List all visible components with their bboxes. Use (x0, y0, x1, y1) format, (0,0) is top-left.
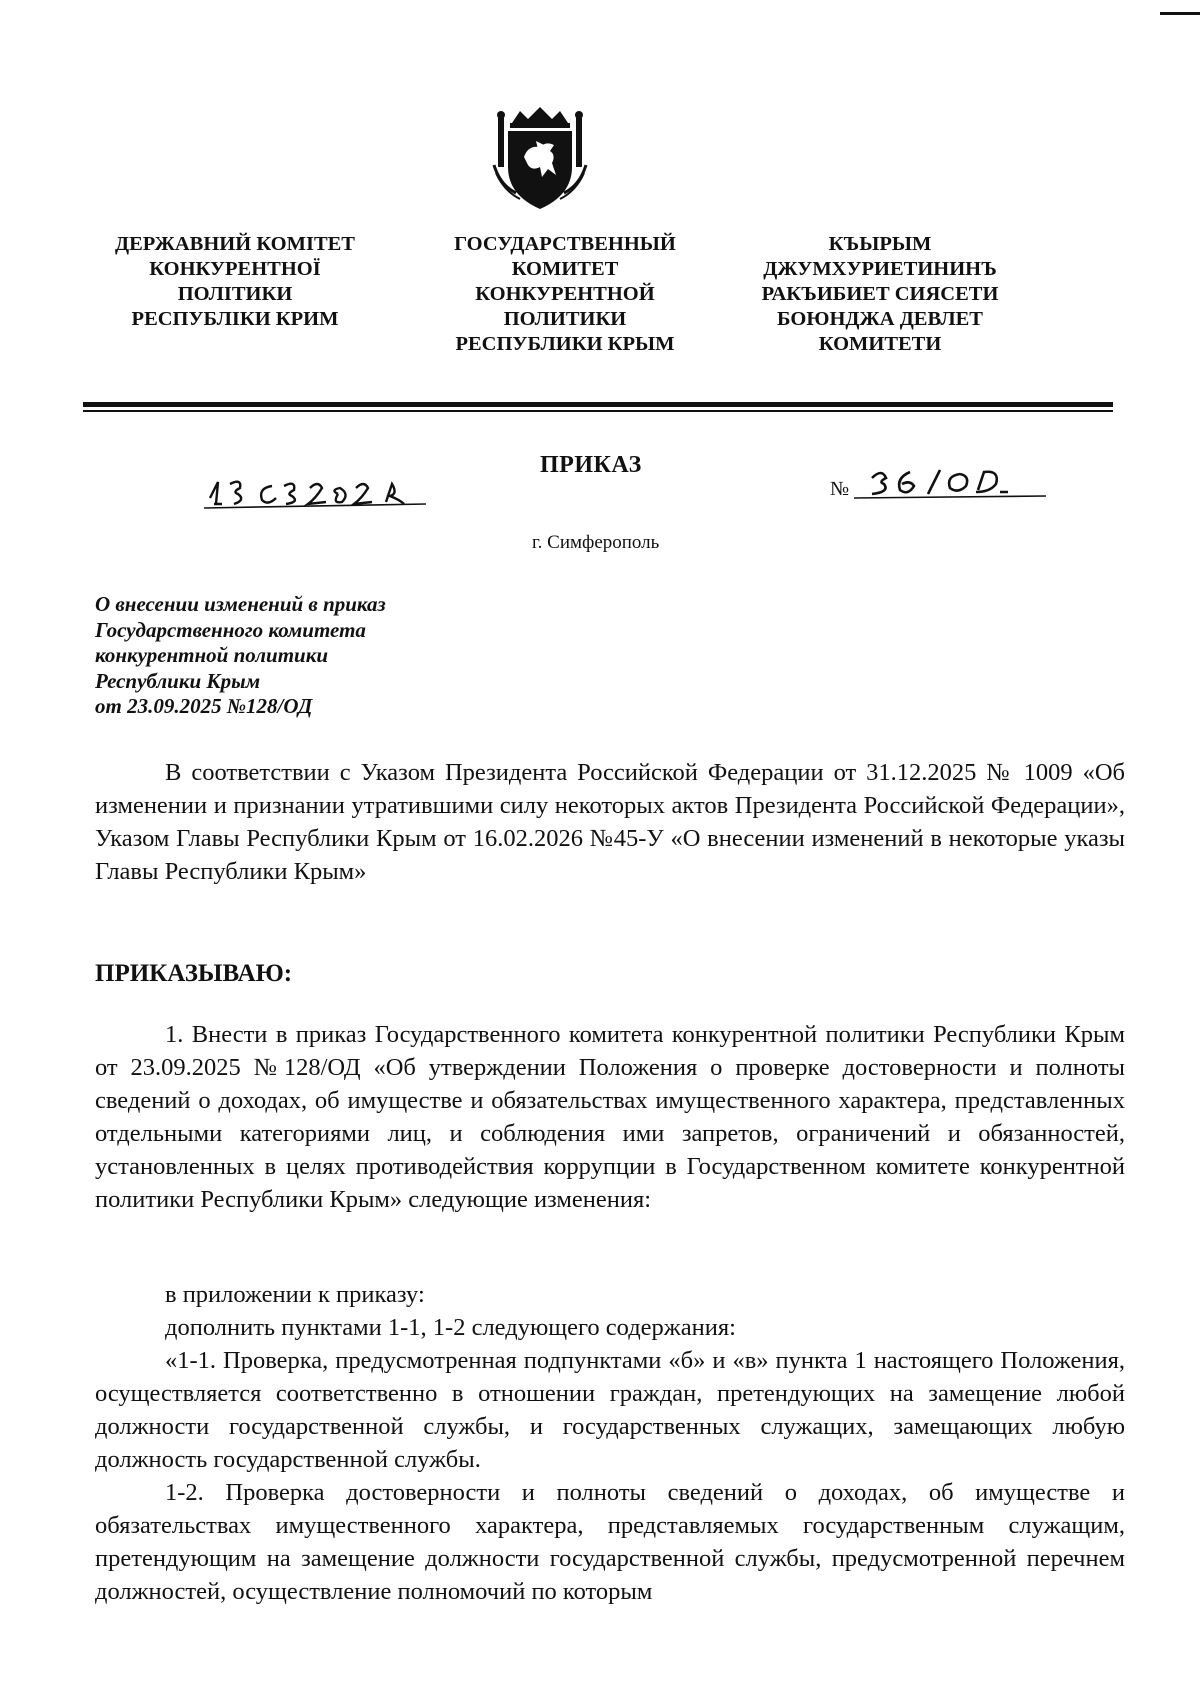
scan-corner-mark (1160, 12, 1200, 15)
item-1-paragraph: 1. Внести в приказ Государственного комитета конкурентной политики Республики Крым от 23.09.2025 №128/ОД «Об утверждении Положения о проверке достоверности и полноты сведений о доходах, об имуществе и обязательствах имущественного характера, представленных отдельными категориями лиц, и соблюдения ими запретов, ограничений и обязанностей, установленных в целях противодействия коррупции в Государственном комитете конкурентной политики Республики Крым» следующие изменения: (95, 1021, 1125, 1213)
subject-line: Государственного комитета (95, 617, 366, 642)
header-divider-thick (83, 402, 1113, 407)
header-line: ПОЛИТИКИ (503, 308, 627, 330)
preamble (95, 756, 1125, 888)
header-line: КОНКУРЕНТНОЇ (149, 258, 321, 280)
header-line: РЕСПУБЛИКИ КРЫМ (455, 333, 675, 355)
handwritten-number (850, 460, 1050, 504)
subject-line: О внесении изменений в приказ (95, 592, 386, 616)
annex-intro: в приложении к приказу: (165, 1281, 425, 1308)
header-ukrainian (85, 232, 385, 332)
number-sign: № (830, 478, 850, 500)
command-heading: ПРИКАЗЫВАЮ: (95, 960, 293, 987)
header-divider-thin (83, 410, 1113, 412)
item-1 (95, 1018, 1125, 1216)
order-number (830, 460, 1060, 505)
header-line: КЪЫРЫМ (828, 233, 932, 255)
handwritten-date (200, 474, 430, 514)
crimea-coat-of-arms-icon (490, 105, 590, 215)
subject-line: конкурентной политики (95, 643, 329, 667)
annex-changes (95, 1278, 1125, 1608)
header-line: ДЖУМХУРИЕТИНИНЪ (763, 258, 997, 280)
city-name: г. Симферополь (532, 532, 660, 553)
header-line: РАКЪИБИЕТ СИЯСЕТИ (761, 283, 999, 305)
header-line: ГОСУДАРСТВЕННЫЙ (454, 233, 676, 255)
header-line: КОНКУРЕНТНОЙ (475, 283, 655, 305)
order-title: ПРИКАЗ (540, 452, 642, 478)
subject-line: от 23.09.2025 №128/ОД (95, 694, 313, 718)
header-line: КОМИТЕТИ (818, 333, 942, 355)
header-line: ДЕРЖАВНИЙ КОМІТЕТ (115, 233, 355, 255)
header-line: КОМИТЕТ (511, 258, 619, 280)
clause-1-1: «1-1. Проверка, предусмотренная подпунктами «б» и «в» пункта 1 настоящего Положения, осуществляется соответственно в отношении граждан, претендующих на замещение любой должности государственной службы, и государственных служащих, замещающих любую должность государственной службы. (95, 1347, 1125, 1473)
header-russian (420, 232, 710, 357)
annex-add: дополнить пунктами 1-1, 1-2 следующего содержания: (165, 1314, 736, 1341)
clause-1-2: 1-2. Проверка достоверности и полноты сведений о доходах, об имуществе и обязательствах имущественного характера, представляемых государственным служащим, претендующим на замещение должности государственной службы, предусмотренной перечнем должностей, осуществление полномочий по которым (95, 1479, 1125, 1605)
preamble-paragraph: В соответствии с Указом Президента Российской Федерации от 31.12.2025 № 1009 «Об изменении и признании утратившими силу некоторых актов Президента Российской Федерации», Указом Главы Республики Крым от 16.02.2026 №45-У «О внесении изменений в некоторые указы Главы Республики Крым» (95, 759, 1125, 885)
subject-line: Республики Крым (95, 668, 261, 693)
header-line: ПОЛІТИКИ (177, 283, 293, 305)
header-crimean-tatar (720, 232, 1040, 357)
order-subject (95, 592, 386, 720)
header-line: БОЮНДЖА ДЕВЛЕТ (777, 308, 983, 330)
header-line: РЕСПУБЛІКИ КРИМ (131, 308, 339, 330)
